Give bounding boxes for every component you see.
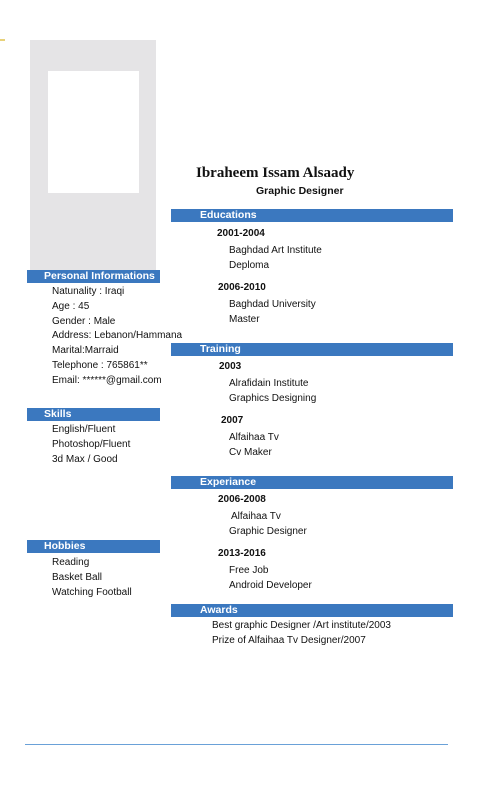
experiance-line: Free Job bbox=[229, 565, 269, 576]
job-title: Graphic Designer bbox=[256, 185, 344, 197]
experiance-year: 2006-2008 bbox=[218, 494, 266, 505]
education-line: Baghdad Art Institute bbox=[229, 245, 322, 256]
experiance-year: 2013-2016 bbox=[218, 548, 266, 559]
awards-header: Awards bbox=[171, 604, 453, 617]
training-line: Alrafidain Institute bbox=[229, 378, 309, 389]
training-line: Cv Maker bbox=[229, 447, 272, 458]
training-year: 2007 bbox=[221, 415, 244, 426]
education-line: Baghdad University bbox=[229, 299, 316, 310]
educations-header: Educations bbox=[171, 209, 453, 222]
training-header: Training bbox=[171, 343, 453, 356]
personal-item: Gender : Male bbox=[52, 316, 116, 327]
hobbies-header: Hobbies bbox=[27, 540, 160, 553]
skill-item: English/Fluent bbox=[52, 424, 116, 435]
personal-item: Email: ******@gmail.com bbox=[52, 375, 162, 386]
profile-photo-placeholder bbox=[48, 71, 139, 193]
skill-item: 3d Max / Good bbox=[52, 454, 118, 465]
personal-informations-header: Personal Informations bbox=[27, 270, 160, 283]
education-year: 2006-2010 bbox=[218, 282, 266, 293]
skills-header: Skills bbox=[27, 408, 160, 421]
hobby-item: Basket Ball bbox=[52, 572, 103, 583]
training-line: Graphics Designing bbox=[229, 393, 317, 404]
education-line: Deploma bbox=[229, 260, 270, 271]
training-year: 2003 bbox=[219, 361, 242, 372]
skill-item: Photoshop/Fluent bbox=[52, 439, 131, 450]
experiance-line: Graphic Designer bbox=[229, 526, 307, 537]
hobby-item: Watching Football bbox=[52, 587, 132, 598]
experiance-line: Android Developer bbox=[229, 580, 312, 591]
hobby-item: Reading bbox=[52, 557, 90, 568]
award-item: Prize of Alfaihaa Tv Designer/2007 bbox=[212, 635, 366, 646]
personal-item: Address: Lebanon/Hammana bbox=[52, 330, 183, 341]
personal-item: Natunality : Iraqi bbox=[52, 286, 125, 297]
experiance-header: Experiance bbox=[171, 476, 453, 489]
bottom-divider bbox=[25, 744, 448, 745]
training-line: Alfaihaa Tv bbox=[229, 432, 279, 443]
personal-item: Telephone : 765861** bbox=[52, 360, 148, 371]
personal-item: Marital:Marraid bbox=[52, 345, 119, 356]
corner-mark bbox=[0, 39, 5, 41]
experiance-line: Alfaihaa Tv bbox=[231, 511, 281, 522]
education-year: 2001-2004 bbox=[217, 228, 265, 239]
award-item: Best graphic Designer /Art institute/2003 bbox=[212, 620, 391, 631]
person-name: Ibraheem Issam Alsaady bbox=[196, 165, 355, 181]
personal-item: Age : 45 bbox=[52, 301, 90, 312]
education-line: Master bbox=[229, 314, 260, 325]
